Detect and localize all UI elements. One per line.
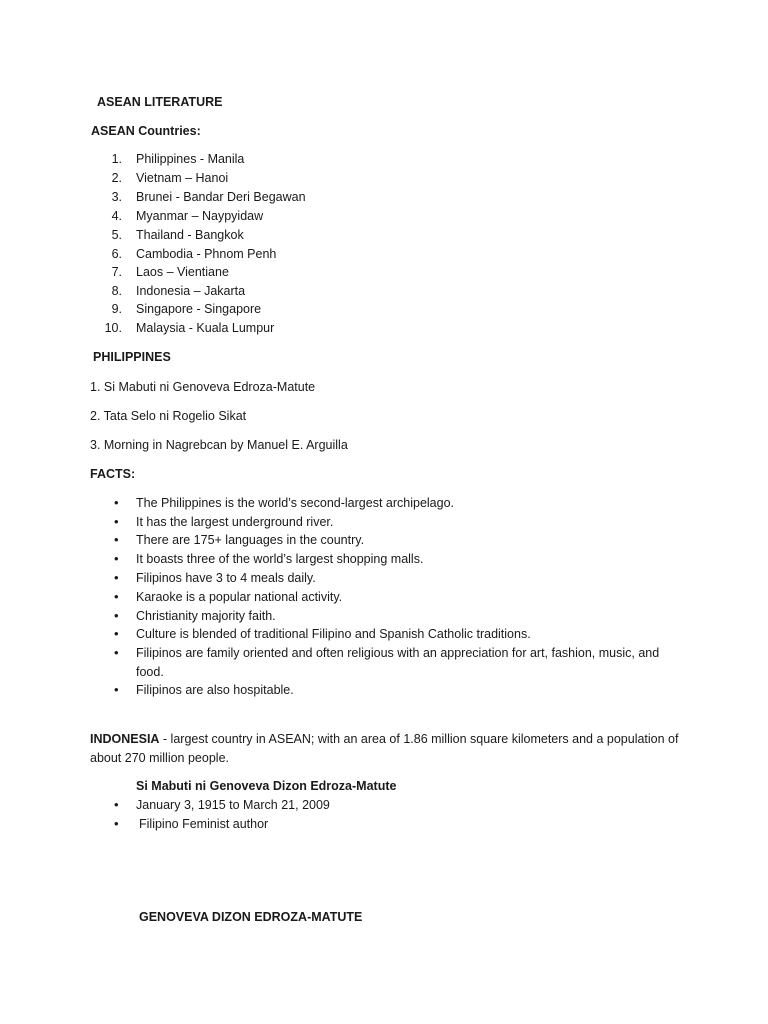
author-heading: GENOVEVA DIZON EDROZA-MATUTE xyxy=(139,910,363,924)
work-item: 1. Si Mabuti ni Genoveva Edroza-Matute xyxy=(90,380,316,394)
indonesia-description: - largest country in ASEAN; with an area of 1.86 million square kilometers and a population of about 270 million people. xyxy=(90,732,679,765)
indonesia-paragraph xyxy=(90,730,680,767)
facts-heading: FACTS: xyxy=(90,467,136,481)
work-item: 3. Morning in Nagrebcan by Manuel E. Arguilla xyxy=(90,438,348,452)
philippines-heading: PHILIPPINES xyxy=(93,350,171,364)
document-page: ASEAN LITERATURE ASEAN Countries: 1. Philippines - Manila 2. Vietnam – Hanoi 3. Brunei - Bandar Deri Begawan 4. Myanmar – Naypyidaw 5. Thailand - Bangkok 6. Cambodia - Phnom Penh 7. Laos – Vientiane 8. Indonesia – Jakarta 9. Singapore - Singapore 10. Malaysia - Kuala Lumpur PHILIPPINES 1. Si Mabuti ni Genoveva Edroza-Matute 2. Tata Selo ni Rogelio Sikat 3. Morning in Nagrebcan by Manuel E. Arguilla FACTS: • The Philippines is the world’s second-largest archipelago. • It has the largest underground river. • There are 175+ languages in the country. • It boasts three of the world’s largest shopping malls. • Filipinos have 3 to 4 meals daily. • Karaoke is a popular national activity. • Christianity majority faith. • Culture is blended of traditional Filipino and Spanish Catholic traditions. • Filipinos are family oriented and often religious with an appreciation for art, fashion, music, and food. • Filipinos are also hospitable. INDONESIA - largest country in ASEAN; with an area of 1.86 million square kilometers and a population of about 270 million people. Si Mabuti ni Genoveva Dizon Edroza-Matute • January 3, 1915 to March 21, 2009 • Filipino Feminist author GENOVEVA DIZON EDROZA-MATUTE xyxy=(0,0,768,1024)
mabuti-heading: Si Mabuti ni Genoveva Dizon Edroza-Matute xyxy=(136,779,397,793)
countries-heading: ASEAN Countries: xyxy=(91,124,201,138)
document-title: ASEAN LITERATURE xyxy=(97,95,223,109)
work-item: 2. Tata Selo ni Rogelio Sikat xyxy=(90,409,247,423)
indonesia-label: INDONESIA xyxy=(90,732,160,746)
list-item: • Filipinos are family oriented and often religious with an appreciation for art, fashion, music, and food. xyxy=(114,645,660,679)
